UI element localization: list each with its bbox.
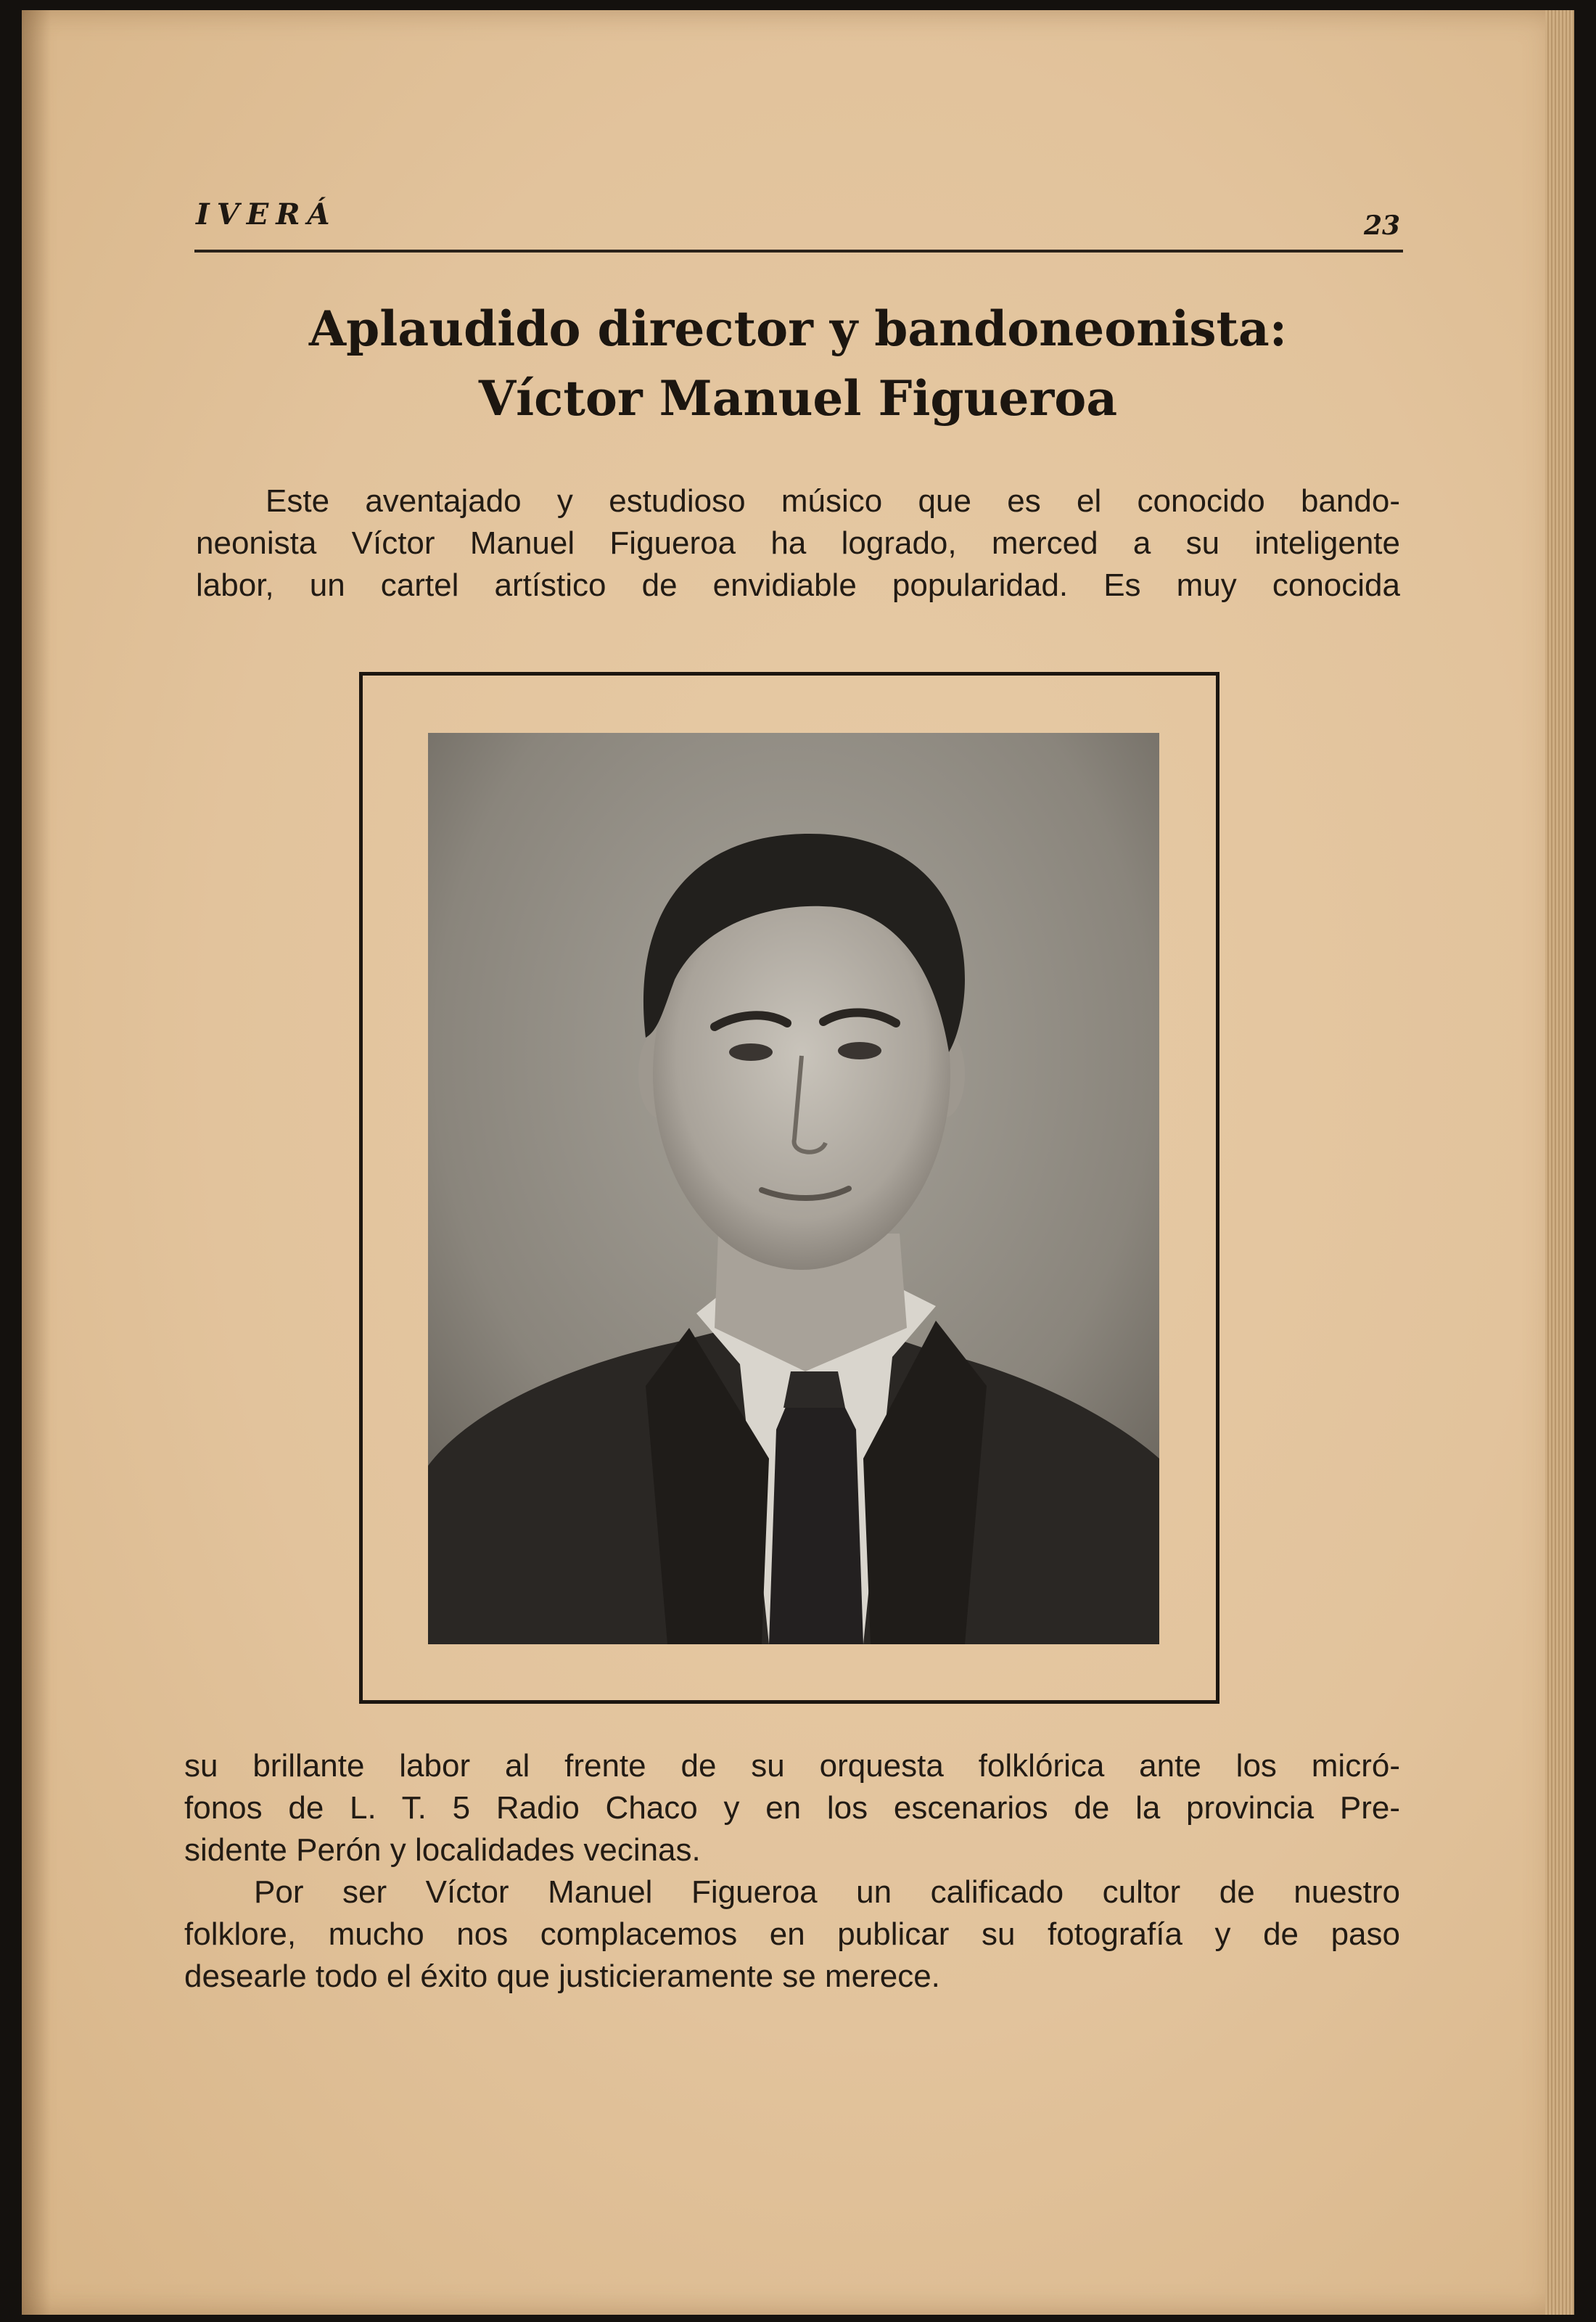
paragraph-line: fonos de L. T. 5 Radio Chaco y en los escenarios de la provincia Pre-	[184, 1790, 1400, 1826]
title-line-1: Aplaudido director y bandoneonista:	[308, 300, 1288, 357]
page-edge-stack	[1545, 10, 1574, 2315]
title-line-2: Víctor Manuel Figueroa	[478, 370, 1118, 427]
paragraph-line: sidente Perón y localidades vecinas.	[184, 1832, 701, 1868]
article-title	[196, 294, 1400, 433]
paragraph-line: labor, un cartel artístico de envidiable popularidad. Es muy conocida	[196, 567, 1400, 603]
page-number: 23	[1364, 210, 1401, 241]
running-head: IVERÁ	[196, 197, 337, 231]
paragraph-line: folklore, mucho nos complacemos en publicar su fotografía y de paso	[184, 1916, 1400, 1952]
paragraph-line: Este aventajado y estudioso músico que es el conocido bando-	[266, 483, 1400, 519]
paragraph-line: su brillante labor al frente de su orquesta folklórica ante los micró-	[184, 1748, 1400, 1784]
header-rule	[194, 250, 1403, 253]
page-gutter-shadow	[22, 10, 51, 2315]
paragraph-intro	[196, 480, 1400, 607]
paragraph-line: neonista Víctor Manuel Figueroa ha logrado, merced a su inteligente	[196, 525, 1400, 561]
paragraph-line: Por ser Víctor Manuel Figueroa un calificado cultor de nuestro	[254, 1874, 1400, 1910]
paragraph-continuation	[184, 1745, 1400, 1998]
portrait-photo-icon	[428, 733, 1159, 1644]
paragraph-line: desearle todo el éxito que justicieramente se merece.	[184, 1958, 940, 1994]
